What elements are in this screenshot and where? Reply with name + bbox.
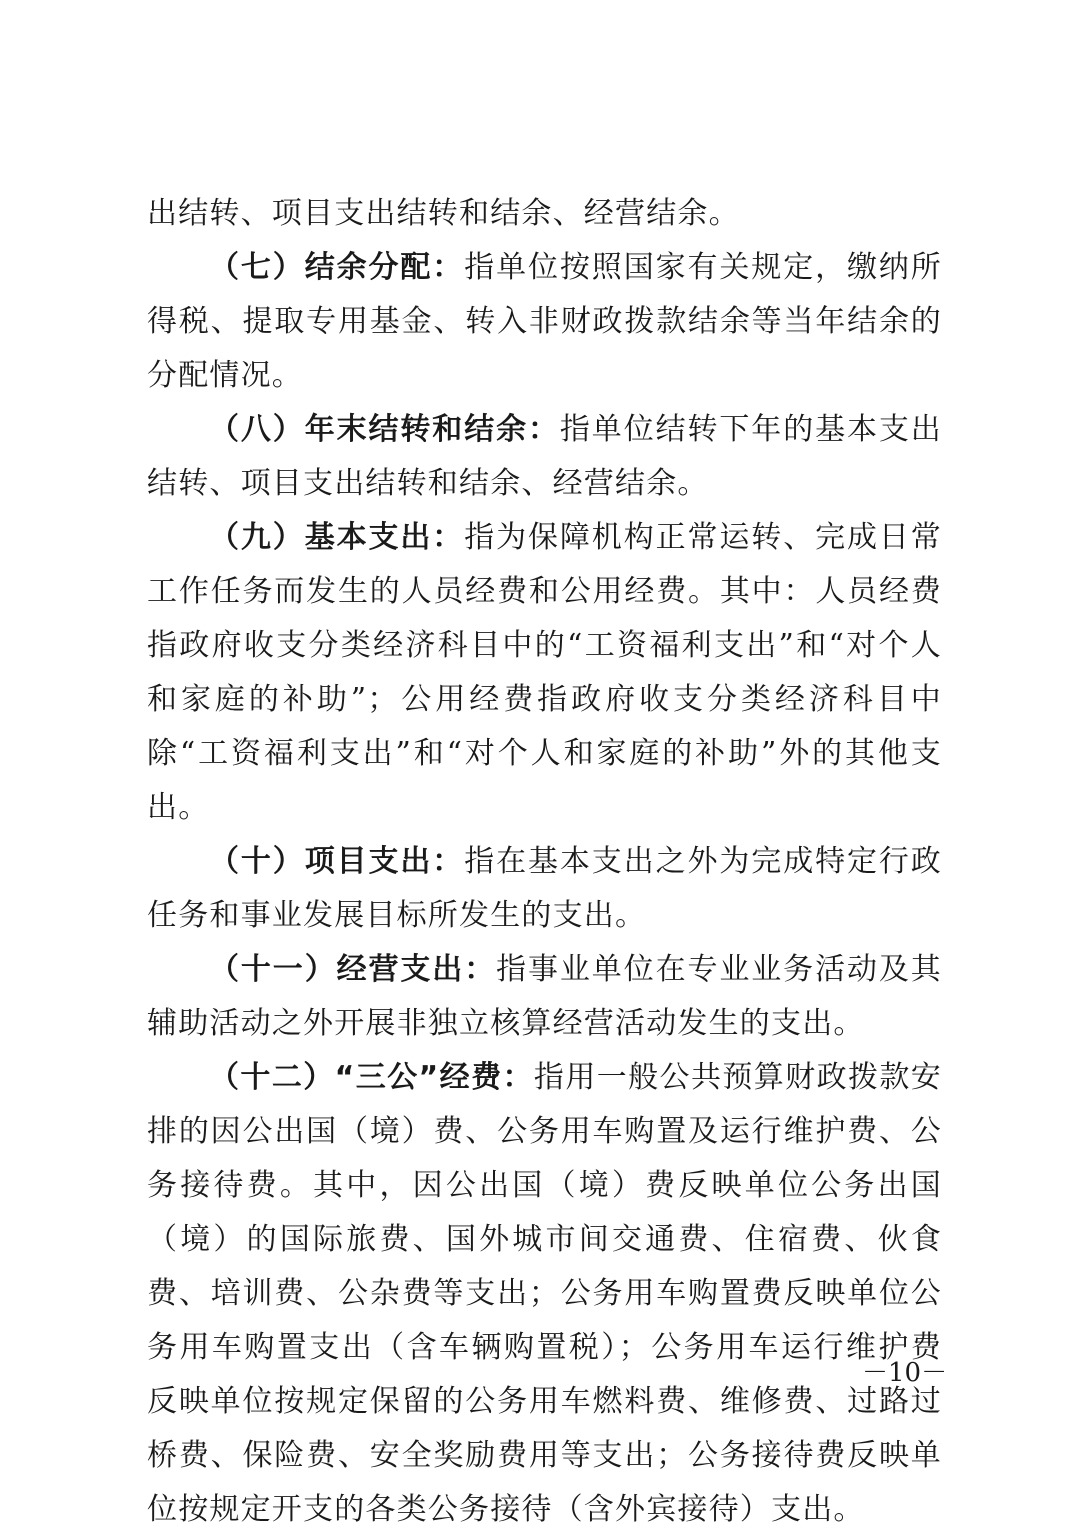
- paragraph-body: 出结转、项目支出结转和结余、经营结余。: [147, 196, 740, 231]
- paragraph-basic-expenditure: [147, 511, 942, 835]
- page-number: －10－: [862, 1358, 948, 1388]
- paragraph-term: （八）年末结转和结余：: [209, 412, 560, 447]
- paragraph-term: （十）项目支出：: [209, 844, 465, 879]
- body-text: [147, 187, 942, 1537]
- paragraph-body: 指用一般公共预算财政拨款安排的因公出国（境）费、公务用车购置及运行维护费、公务接待费。其中，因公出国（境）费反映单位公务出国（境）的国际旅费、国外城市间交通费、住宿费、伙食费、培训费、公杂费等支出；公务用车购置费反映单位公务用车购置支出（含车辆购置税）；公务用车运行维护费反映单位按规定保留的公务用车燃料费、维修费、过路过桥费、保险费、安全奖励费用等支出；公务接待费反映单位按规定开支的各类公务接待（含外宾接待）支出。: [147, 1060, 942, 1527]
- paragraph-term: （九）基本支出：: [209, 520, 465, 555]
- paragraph-term: （七）结余分配：: [209, 250, 465, 285]
- paragraph-continuation: [147, 187, 942, 241]
- paragraph-body: 指为保障机构正常运转、完成日常工作任务而发生的人员经费和公用经费。其中：人员经费指政府收支分类经济科目中的“工资福利支出”和“对个人和家庭的补助”；公用经费指政府收支分类经济科目中除“工资福利支出”和“对个人和家庭的补助”外的其他支出。: [147, 520, 942, 825]
- paragraph-term: （十一）经营支出：: [209, 952, 497, 987]
- paragraph-year-end-balance: [147, 403, 942, 511]
- paragraph-three-public-expenses: [147, 1051, 942, 1537]
- paragraph-body: 指单位结转下年的基本支出结转、项目支出结转和结余、经营结余。: [147, 412, 943, 501]
- paragraph-business-expenditure: [147, 943, 942, 1051]
- paragraph-body: 指单位按照国家有关规定，缴纳所得税、提取专用基金、转入非财政拨款结余等当年结余的分配情况。: [147, 250, 942, 393]
- paragraph-body: 指在基本支出之外为完成特定行政任务和事业发展目标所发生的支出。: [147, 844, 942, 933]
- paragraph-project-expenditure: [147, 835, 942, 943]
- paragraph-body: 指事业单位在专业业务活动及其辅助活动之外开展非独立核算经营活动发生的支出。: [147, 952, 942, 1041]
- paragraph-term: （十二）“三公”经费：: [209, 1060, 534, 1095]
- paragraph-surplus-distribution: [147, 241, 942, 403]
